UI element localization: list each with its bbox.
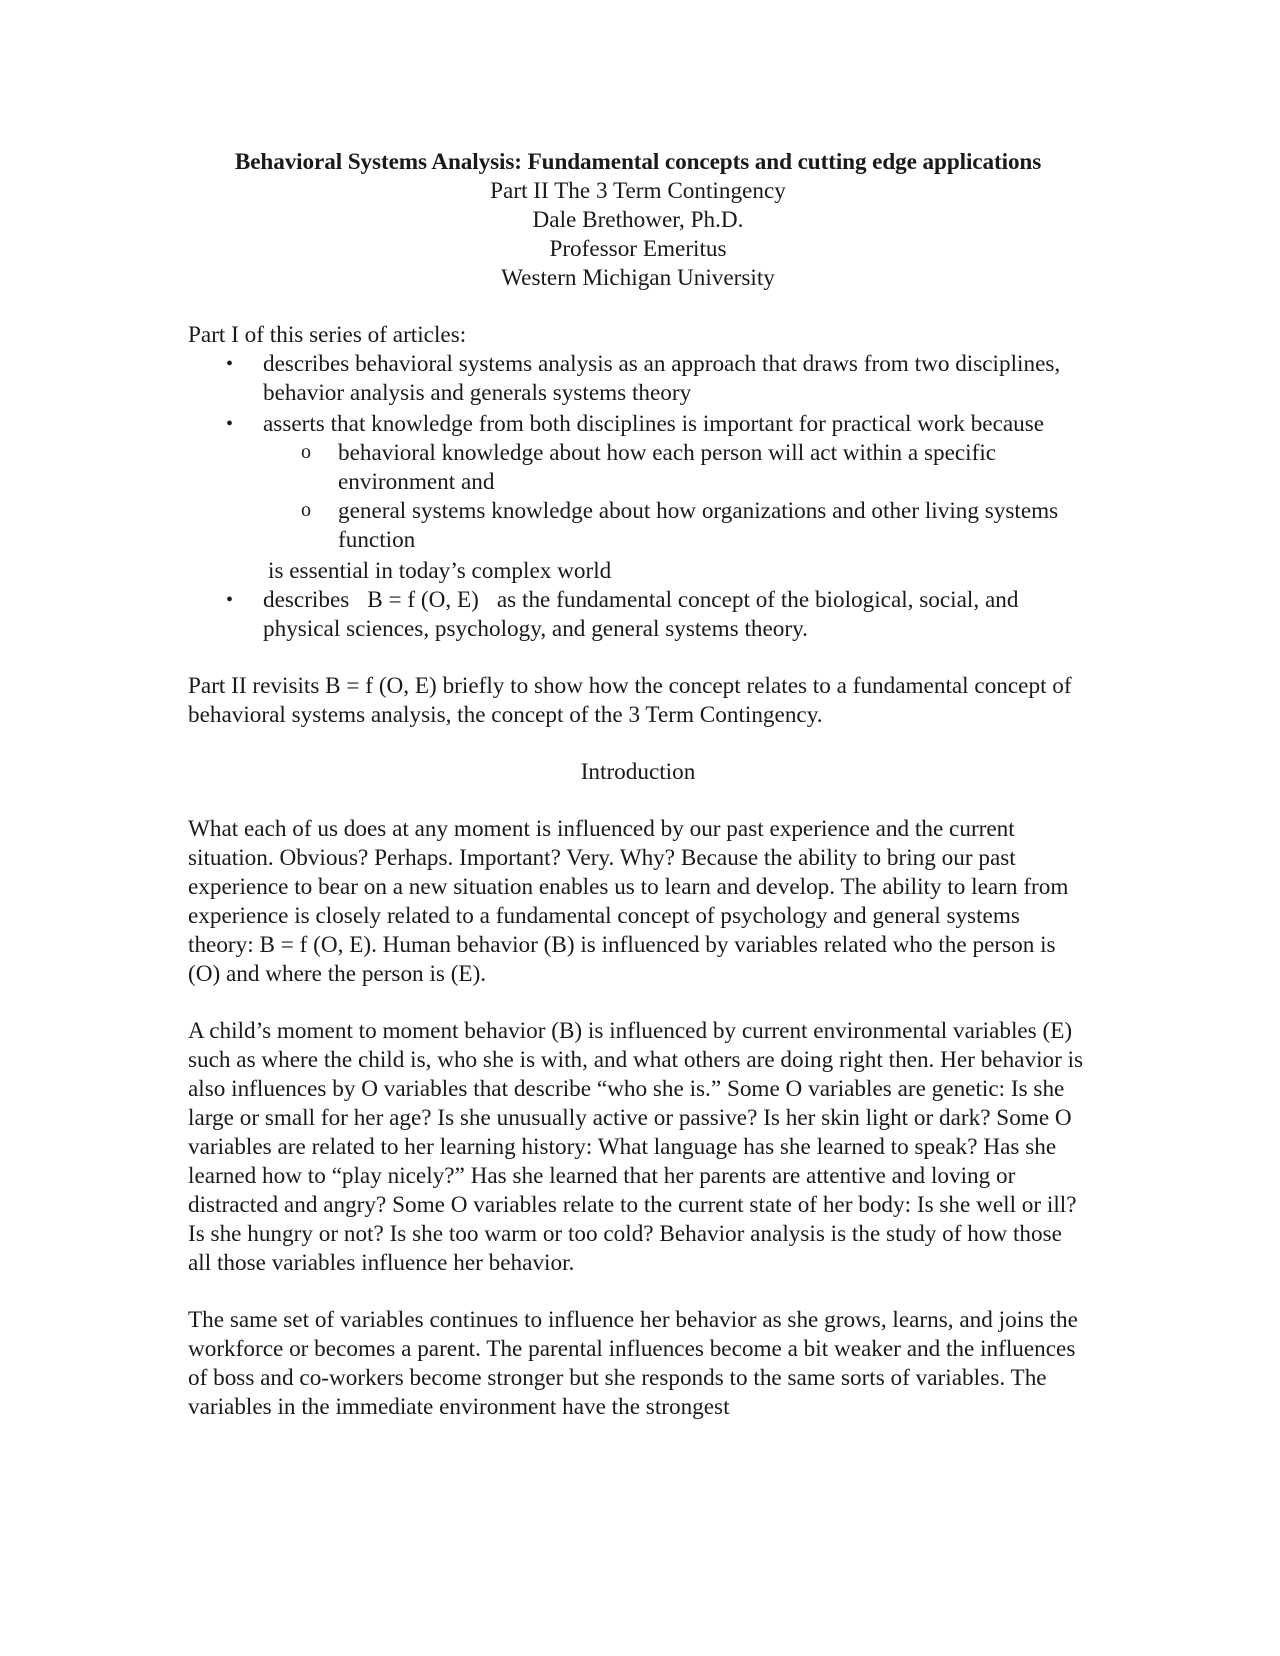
list-item [188, 586, 1088, 644]
sub-list-item [188, 439, 1088, 497]
bullet-icon: • [226, 589, 234, 611]
list-item-text-post: as the fundamental concept of the biological, social, and physical sciences, psychology, and general systems theory. [263, 587, 1019, 642]
list-item [188, 410, 1088, 555]
list-item-text-pre: describes [263, 587, 350, 613]
circle-bullet-icon: o [301, 441, 311, 463]
document-subtitle: Part II The 3 Term Contingency [490, 178, 786, 204]
sub-list-item-text: behavioral knowledge about how each person will act within a specific environment and [338, 440, 997, 495]
list-item-text: asserts that knowledge from both disciplines is important for practical work because [263, 411, 1045, 437]
sub-list-item [188, 497, 1088, 555]
author-position: Professor Emeritus [549, 236, 727, 262]
bullet-icon: • [226, 353, 234, 375]
part2-paragraph: Part II revisits B = f (O, E) briefly to show how the concept relates to a fundamental concept of behavioral systems analysis, the concept of the 3 Term Contingency. [188, 673, 1072, 728]
intro-paragraph-1: What each of us does at any moment is influenced by our past experience and the current situation. Obvious? Perhaps. Important? Very. Why? Because the ability to bring our past experience to bear on a new situation enables us to learn and develop. The ability to learn from experience is closely related to a fundamental concept of psychology and general systems theory: B = f (O, E). Human behavior (B) is influenced by variables related who the person is (O) and where the person is (E). [188, 816, 1069, 987]
bullet-icon: • [226, 413, 234, 435]
summary-list-continued [188, 586, 1088, 644]
intro-paragraph-3: The same set of variables continues to influence her behavior as she grows, learns, and joins the workforce or becomes a parent. The parental influences become a bit weaker and the influences of boss and co-workers become stronger but she responds to the same sorts of variables. The variables in the immediate environment have the strongest [188, 1307, 1078, 1420]
list-item-text: describes behavioral systems analysis as an approach that draws from two disciplines, behavior analysis and generals systems theory [263, 351, 1061, 406]
author-name: Dale Brethower, Ph.D. [532, 207, 744, 233]
author-institution: Western Michigan University [501, 265, 775, 291]
section-heading-introduction: Introduction [580, 759, 696, 785]
document-title: Behavioral Systems Analysis: Fundamental concepts and cutting edge applications [234, 149, 1042, 175]
summary-essential-line: is essential in today’s complex world [268, 558, 612, 584]
formula: B = f (O, E) [367, 587, 479, 613]
sub-list-item-text: general systems knowledge about how organizations and other living systems function [338, 498, 1059, 553]
list-item [188, 350, 1088, 408]
document-page [188, 148, 1088, 1422]
circle-bullet-icon: o [301, 499, 311, 521]
intro-paragraph-2: A child’s moment to moment behavior (B) is influenced by current environmental variables (E) such as where the child is, who she is with, and what others are doing right then. Her behavior is also influences by O variables that describe “who she is.” Some O variables are genetic: Is she large or small for her age? Is she unusually active or passive? Is her skin light or dark? Some O variables are related to her learning history: What language has she learned to speak? Has she learned how to “play nicely?” Has she learned that her parents are attentive and loving or distracted and angry? Some O variables relate to the current state of her body: Is she well or ill? Is she hungry or not? Is she too warm or too cold? Behavior analysis is the study of how those all those variables influence her behavior. [188, 1018, 1084, 1276]
summary-list [188, 350, 1088, 555]
sub-list [263, 439, 1088, 555]
summary-lead: Part I of this series of articles: [188, 322, 467, 348]
